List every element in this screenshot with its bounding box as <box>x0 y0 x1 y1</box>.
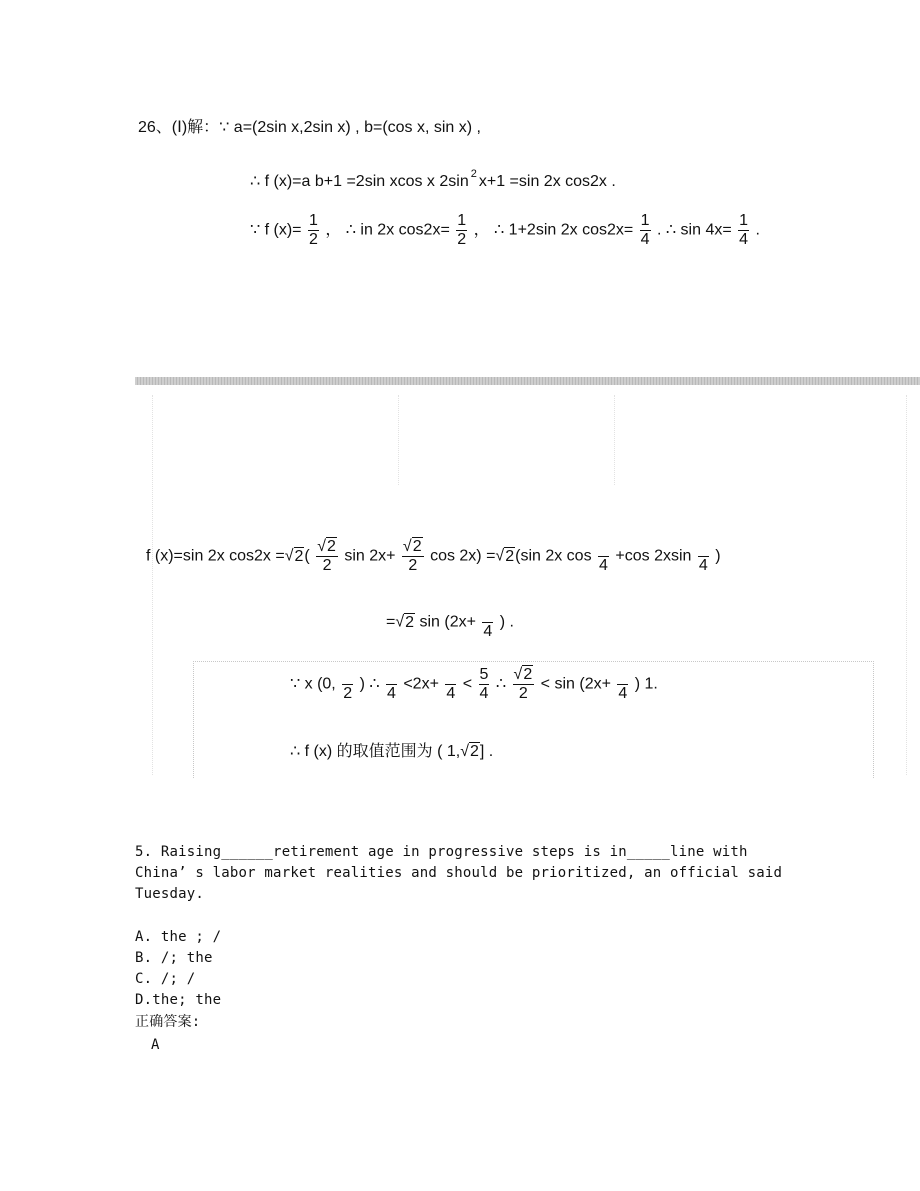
numerator: 5 <box>479 666 489 683</box>
expr: ∴ <box>495 675 507 693</box>
sqrt: √2 <box>284 547 304 565</box>
section-divider <box>135 377 920 385</box>
numerator: 1 <box>457 212 467 229</box>
superscript: 2 <box>470 168 477 180</box>
denominator: 4 <box>698 557 708 574</box>
numerator: √2 <box>513 666 533 683</box>
expr: ∴ f (x) 的取值范围为 ( 1, <box>290 743 461 760</box>
sqrt: √2 <box>395 613 415 631</box>
expr: f (x)=sin 2x cos2x = <box>146 547 285 565</box>
numerator <box>347 666 349 684</box>
expr: < <box>462 675 473 693</box>
denominator: 4 <box>479 685 489 702</box>
numerator <box>487 604 489 622</box>
question-5-line-2: China’ s labor market realities and should be prioritized, an official said <box>135 865 783 881</box>
denominator: 2 <box>518 685 528 702</box>
part-2-line-2 <box>386 604 514 641</box>
denominator: 2 <box>322 557 332 574</box>
denominator: 2 <box>343 685 353 702</box>
fraction <box>316 538 338 575</box>
fraction <box>738 212 749 249</box>
radicand: 2 <box>294 547 304 565</box>
expr: cos 2x) = <box>430 547 496 565</box>
numerator: 1 <box>739 212 749 229</box>
fraction <box>617 666 628 703</box>
box-line-2 <box>290 742 493 762</box>
expr: x+1 =sin 2x cos2x . <box>478 173 616 190</box>
problem-26-line-2 <box>250 168 616 193</box>
radicand: 2 <box>405 613 415 631</box>
radicand: 2 <box>469 743 479 760</box>
denominator: 2 <box>308 231 318 248</box>
expr: ] . <box>479 743 494 760</box>
numerator: √2 <box>317 538 336 555</box>
option-a: A. the ; / <box>135 929 222 945</box>
denominator: 4 <box>739 231 749 248</box>
fraction <box>513 666 535 703</box>
expr: ) ∴ <box>359 675 380 693</box>
expr: (sin 2x cos <box>515 547 592 565</box>
fraction <box>598 538 609 575</box>
expr: . ∴ sin 4x= <box>657 221 732 239</box>
expr: ， ∴ in 2x cos2x= <box>325 221 450 239</box>
fraction <box>308 212 319 249</box>
expr: = <box>386 613 396 631</box>
expr: sin 2x+ <box>344 547 396 565</box>
fraction <box>445 666 456 703</box>
denominator: 2 <box>408 557 418 574</box>
answer-value: A <box>151 1037 160 1053</box>
numerator <box>390 666 392 684</box>
denominator: 4 <box>446 685 456 702</box>
expr: ∵ f (x)= <box>250 221 302 239</box>
fraction <box>640 212 651 249</box>
question-5-line-1: 5. Raising______retirement age in progressive steps is in_____line with <box>135 844 748 860</box>
denominator: 2 <box>457 231 467 248</box>
denominator: 4 <box>618 685 628 702</box>
radicand: 2 <box>505 547 515 565</box>
problem-26-heading: 26、(Ⅰ)解：∵ a=(2sin x,2sin x) , b=(cos x, sin x) , <box>138 119 481 136</box>
expr: ( <box>304 547 310 565</box>
fraction <box>402 538 424 575</box>
numerator <box>622 666 624 684</box>
guide-line <box>614 395 615 485</box>
answer-label: 正确答案: <box>135 1014 201 1030</box>
denominator: 4 <box>599 557 608 574</box>
fraction <box>482 604 493 641</box>
question-5-line-3: Tuesday. <box>135 886 205 902</box>
box-line-1 <box>290 666 658 703</box>
numerator: √2 <box>402 538 422 555</box>
denominator: 4 <box>640 231 650 248</box>
expr: ， ∴ 1+2sin 2x cos2x= <box>473 221 634 239</box>
part-2-line-1 <box>146 538 721 575</box>
fraction <box>386 666 397 703</box>
denominator: 4 <box>483 623 493 640</box>
fraction <box>342 666 353 703</box>
option-b: B. /; the <box>135 950 213 966</box>
numerator: 1 <box>308 212 318 229</box>
fraction <box>456 212 467 249</box>
expr: ∵ x (0, <box>290 675 336 693</box>
expr: < sin (2x+ <box>540 675 611 693</box>
numerator <box>602 538 604 556</box>
expr: ) 1. <box>634 675 658 693</box>
expr: ) . <box>499 613 514 631</box>
fraction <box>479 666 490 703</box>
expr: <2x+ <box>403 675 439 693</box>
numerator <box>450 666 452 684</box>
option-d: D.the; the <box>135 992 222 1008</box>
guide-line <box>398 395 399 485</box>
expr: ) <box>715 547 721 565</box>
denominator: 4 <box>386 685 396 702</box>
expr: ∴ f (x)=a b+1 =2sin xcos x 2sin <box>250 173 469 190</box>
sqrt: √2 <box>460 743 479 760</box>
expr: . <box>755 221 760 239</box>
numerator <box>702 538 704 556</box>
guide-line <box>906 395 907 775</box>
guide-line <box>152 395 153 775</box>
numerator: 1 <box>640 212 650 229</box>
option-c: C. /; / <box>135 971 196 987</box>
expr: sin (2x+ <box>419 613 476 631</box>
expr: +cos 2xsin <box>615 547 692 565</box>
problem-26-line-3 <box>250 212 760 249</box>
sqrt: √2 <box>495 547 515 565</box>
fraction <box>698 538 709 575</box>
